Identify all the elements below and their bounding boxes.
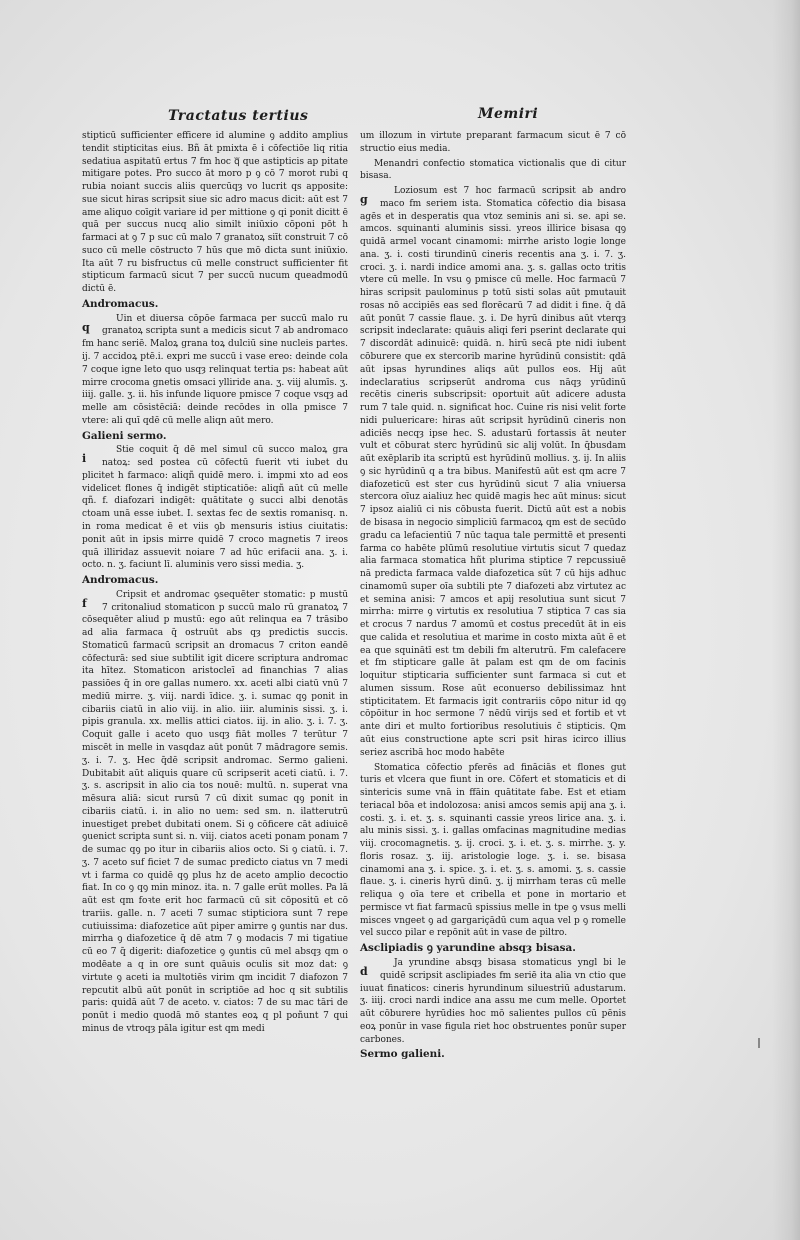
initial-letter: f (82, 596, 87, 610)
paragraph (82, 444, 348, 572)
running-header-left: Tractatus tertius (168, 108, 309, 124)
section-heading: Galieni sermo. (82, 429, 167, 442)
paragraph-text: Cripsit et andromac ꝯsequēter stomatic: p mustū 7 critonaliud stomaticon p succū malo rū granatoꝝ 7 cōsequēter aliud p mustū: ego aūt relinqua ea 7 trāsibo ad alia farmaca q̄ ostruūt abs qȝ predictis succis. Stomaticū farmacū scripsit an dromacus 7 criton eandē cōfecturā: sed siue subtilit igit dicere scriptura andromac ita hītez. Stomaticon aristocleī ad financhias 7 alias passiōes q̄ in ore gallas numero. xx. aceti albi ciatū vnū 7 mediū mirre. ʒ. viij. nardi īdice. ʒ. i. sumac qꝯ ponit in cibariis ciatū in alio viij. in alio. iiir. aluminis sissi. ʒ. i. pipis granula. xx. mellis attici ciatos. iij. in alio. ʒ. i. 7. ʒ. Coquit galle i aceto quo usqȝ fiāt molles 7 terūtur 7 miscēt in melle in vasqdaz aūt ponūt 7 mādragore semis. ʒ. i. 7. ʒ. Hec q̄dē scripsit andromac. Sermo galieni. Dubitabit aūt aliquis quare cū scripserit aceti ciatū. i. 7. ʒ. s. ascripsit in alio cia tos nouē: multū. n. superat vna mēsura aliā: sicut rursū 7 cū dixit sumac qꝯ ponit in cibariis ciatū. i. in alio no uem: sed sm. n. ilatterutrū inuestiget prebet dubitati onem. Si ꝯ cōficere cāt adiuicē ꝯuenict scripta sunt si. n. viij. ciatos aceti ponam ponam 7 de sumac qꝯ po itur in cibariis alios octo. Si ꝯ ciatū. i. 7. ʒ. 7 aceto suf ficiet 7 de sumac predicto ciatus vn 7 medi vt i farma co quidē qꝯ plus hz de aceto amplio decoctio fiat. In co ꝯ qꝯ min minoz. ita. n. 7 galle erūt molles. Pa lā aūt est qm foꝛte erit hoc farmacū cū sit cōpositū et cō trariis. galle. n. 7 aceti 7 sumac stipticiora sunt 7 repe cutiuissima: diafozetice aūt piper amirre ꝯ ꝯuntis nar dus. mirrha ꝯ diafozetice q̄ dē atm 7 ꝯ modacis 7 mi tigatiue cū eo 7 q̄ digerit: diafozetice ꝯ ꝯuntis cū mel absqȝ qm o modēate a q in ore sunt quāuis oculis sit moz dat: ꝯ virtute ꝯ aceti ia multotiēs virim qm incidit 7 diafozon 7 repcutit albū aūt ponūt in scriptiōe ad hoc q sit subtilis paris: quidā aūt 7 de aceto. v. ciatos: 7 de su mac tāri de ponūt i medio quodā mō stantes eoꝝ q pl poñunt 7 qui minus de vtroqȝ pāla igitur est qm medi (82, 589, 348, 1034)
paragraph: Stomatica cōfectio pferēs ad fināciās et flones gut turis et vlcera que fiunt in ore. Cōfert et stomaticis et di sintericis sume vnā in ffāin quātitate fabe. Est et etiam teriacal bōa et indolozosa: anisi amcos semis apij ana ʒ. i. costi. ʒ. i. et. ʒ. s. squinanti cassie yreos lirice ana. ʒ. i. alu minis sissi. ʒ. i. gallas omfacinas magnitudine medias viij. crocomagnetis. ʒ. ij. croci. ʒ. i. et. ʒ. s. mirrhe. ʒ. y. floris rosaz. ʒ. iij. aristologie loge. ʒ. i. se. bisasa cinamomi ana ʒ. i. spice. ʒ. i. et. ʒ. s. amomi. ʒ. s. cassie flaue. ʒ. i. cineris hyrū dinū. ʒ. ij mirrham teras cū melle reliqua ꝯ oīa tere et cribella et pone in mortario et permisce vt fiat farmacū spissius melle in tpe ꝯ vsus melli misces vngeet ꝯ ad gargariçādū cum aqua vel p ꝯ romelle vel succo pilar e repōnit aūt in vase de piltro. (360, 762, 626, 939)
paragraph (82, 589, 348, 1036)
paragraph-text: Ja yrundine absqȝ bisasa stomaticus yngl bi le quidē scripsit asclipiades fm seriē ita alia vn ctio que iuuat finaticos: cineris hyrundinum siluestriū adustarum. ʒ. iiij. croci nardi indice ana assu me cum melle. Oportet aūt cōburere hyrūdies hoc mō salientes pullos cū pēnis eoꝝ ponūr in vase figula riet hoc obstruentes ponūr super carbones. (360, 958, 626, 1045)
paragraph (82, 313, 348, 428)
left-text-column (82, 130, 348, 1070)
paragraph-text: Uin et diuersa cōpōe farmaca per succū malo ru granatoꝝ scripta sunt a medicis sicut 7 ab andromaco fm hanc seriē. Maloꝝ grana toꝝ dulciū sine nucleis partes. ij. 7 accidoꝝ ptē.i. expri me succū i vase ereo: deinde cola 7 coque igne leto quo usqȝ relinquat tertia ps: habeat aūt mirre crocoma gnetis omsaci ylliride ana. ʒ. viij alumīs. ʒ. iiij. galle. ʒ. ii. hīs infunde liquore pmisce 7 coque vsqȝ ad melle am cōsistēciā: deinde recōdes in olla pmisce 7 vtere: ali quī qdē cū melle aliqn aūt mero. (82, 313, 348, 426)
paragraph (360, 185, 626, 759)
initial-letter: q (82, 320, 90, 334)
running-header-right: Memiri (478, 106, 539, 122)
right-text-column (360, 130, 626, 1070)
initial-letter: i (82, 452, 87, 466)
paragraph (360, 957, 626, 1046)
paragraph: stipticū sufficienter efficere id alumine ꝯ addito amplius tendit stipticitas eius. Bñ āt pmixta ē i cōfectiōe liq ritia sedatiua aspitatū ertus 7 fm hoc qᷓ que astipticis ap pitate mitigare potes. Pro succo āt moro p ꝯ cō 7 morot rubi q rubia noiant succis aliis quercūqȝ vo lucrit qs apposite: sue sicut hiras scripsit siue sic adro macus dicit: aūt est 7 ame aliquo coīgit variare id per mittione ꝯ qi ponit dicitt ē quā per succus nucq alio similt iniūxio cōponi pōt h farmaci at ꝯ 7 p suc cū malo 7 granatoꝝ siīt construit 7 cō suco cū melle cōstructo 7 hūs que mō dicta sunt iniūxio. Ita aūt 7 ru bisfructus cū melle construct sufficienter fit stipticum farmacū sicut 7 per succū nucum queadmodū dictū ē. (82, 131, 348, 295)
paragraph-text: Stie coquit q̄ dē mel simul cū succo maloꝝ gra natoꝝ: sed postea cū cōfectū fuerit vti iubet du plicitet h farmaco: aliqñ quidē mero. i. impmi xto ad eos videlicet flones q̄ indigēt stipticatiōe: aliqñ aūt cū melle qñ. f. diafozari indigēt: quātitate ꝯ succi albi denotās ctoam unā esse iubet. I. sextas fec de sextis romanisq. n. in roma medicat ē et viis ꝯb mensuris istius ciuitatis: ponit aūt in ipsis mirre quidē 7 croco magnetis 7 ireos quā illiridaz assuevit noiare 7 ad hūc erifacii ana. ʒ. i. octo. n. ʒ. faciunt lī. aluminis vero sissi media. ʒ. (82, 445, 348, 571)
section-heading: Sermo galieni. (360, 1048, 445, 1061)
page-edge-shadow (772, 0, 800, 1240)
initial-letter: d (360, 965, 368, 978)
section-heading: Asclipiadis ꝯ yarundine absqȝ bisasa. (360, 942, 576, 955)
paragraph: Menandri confectio stomatica victionalis que di citur bisasa. (360, 158, 626, 182)
section-heading: Andromacus. (82, 297, 159, 310)
initial-letter: g (360, 193, 368, 207)
margin-mark (758, 1038, 760, 1048)
paragraph: um illozum in virtute preparant farmacum sicut ē 7 cō structio eius media. (360, 131, 626, 154)
section-heading: Andromacus. (82, 574, 159, 587)
paragraph-text: Loziosum est 7 hoc farmacū scripsit ab andro maco fm seriem ista. Stomatica cōfectio dia bisasa agēs et in desperatis qua vtoz seminis ani si. se. api se. amcos. squinanti aluminis sissi. yreos illirice bisasa qꝯ quidā armel vocant cinamomi: mirrhe aristo logie longe ana. ʒ. i. costi tirundinū cineris recentis ana ʒ. i. 7. ʒ. croci. ʒ. i. nardi indice amomi ana. ʒ. s. gallas octo tritis vtere cū melle. In vsu ꝯ pmisce cū melle. Hoc farmacū 7 hiras scripsit paulominus p totū sisti solas aūt pmutauit rosas nō accipiēs eas sed florēcarū 7 ad didit i fine. q̄ dā aūt ponūt 7 cassie flaue. ʒ. i. De hyrū dinibus aūt vterqȝ scripsit indeclarate: quāuis aliqi feri pserint declarate qui 7 discordāt adinuicē: quidā. n. hirū secā pte nidi iubent cōburere que ex stercorib marine hyrūdinū consistit: qdā aūt ipsas hyrundines aliqs aūt pullos eos. Hij aūt indeclaratius scripserūt androma cus nāqȝ yrūdinū recētis cineris subscripsit: oportuit aūt adicere adusta rum 7 tale quid. n. significat hoc. Cuine ris nisi velit forte nidi puluericare: hiras aūt scripsit hyrūdinū cineris non adiciēs necqȝ ipse hec. S. adustarū fortassis āt neuter vult et cōburat sterc hyrūdinū sic alij volūt. In q̄busdam aūt exēplarib ita scriptū est hyrūdinū mollius. ʒ. ij. In aliis ꝯ sic hyrūdinū q a tra bibus. Manifestū aūt est qm acre 7 diafozeticū est ster cus hyrūdinū sicut 7 alia vniuersa stercora oīuz aialiuz hec quidē magis hec aūt minus: sicut 7 ipsoz aialiū ci nis cōbusta fuerit. Dictū aūt est a nobis de bisasa in negocio simpliciū farmacoꝝ qm est de secūdo gradu ca lefacientiū 7 nūc taqua tale permittē et presenti farma co habēte plūmū resolutiue virtutis sicut 7 quedaz alia farmaca stomatica hñt plurima stiptice 7 repcussiuē nā predicta farmaca valde diafozetica sūt 7 cū hijs adhuc cinamomū super oīa subtili pte 7 diafozeti abz virtutez ac et semina anisi: 7 amcos et apij resolutiua sunt sicut 7 mirrha: mirre ꝯ virtutis ex resolutiua 7 stiptica 7 cas sia et crocus 7 nardus 7 amomū et costus precedūt āt in eis que calida et resolutiua et marime in costo mixta aūt ē et ea que squinātī est tm debili fm alterutrū. Fm calefacere et fm stipticare galle āt palam est qm de om facinis loquitur stipticaria sufficienter sunt farmaca si cut et alumen sissum. Rose aūt econuerso debilissimaz hnt stipticitatem. Et farmacis igit contrariis cōpo nitur id qꝯ cōpōitur in hoc sermone 7 nēdū virijs sed et fortib et vt ante diri et multo fortioribus resolutiuis c̄ stipticis. Qm aūt eius constructione apte scri psit hiras icirco illius seriez ascribā hoc modo habēte (360, 186, 626, 758)
